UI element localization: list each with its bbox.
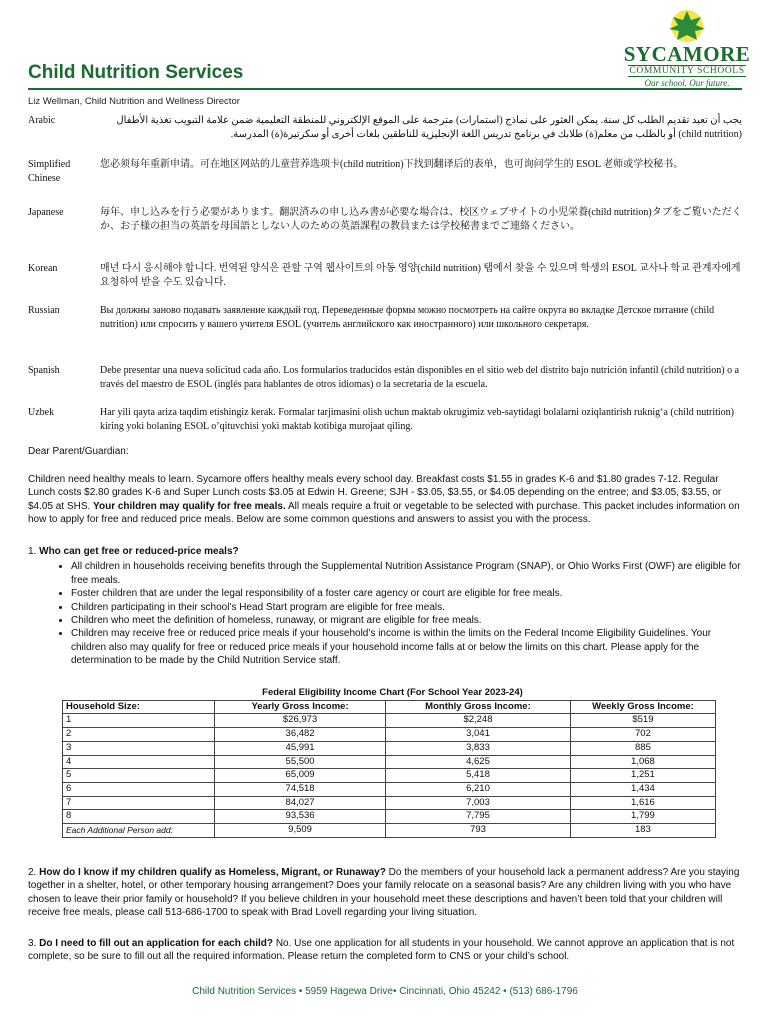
question-heading: How do I know if my children qualify as Homeless, Migrant, or Runaway?	[39, 867, 386, 878]
logo-subtitle: COMMUNITY SCHOOLS	[629, 66, 745, 76]
table-corner	[63, 687, 215, 700]
income-cell: 1,068	[570, 755, 715, 769]
column-header: Yearly Gross Income:	[215, 700, 386, 714]
income-cell: 1,251	[570, 769, 715, 783]
household-size-cell: 7	[63, 796, 215, 810]
table-row	[63, 796, 716, 810]
intro-text: Children need healthy meals to learn. Sycamore offers healthy meals every school day. Breakfast costs $1.55 in grades K-6 and $1.80 grades 7-12. Regular Lunch costs $2.80 grades K-6 and Super Lunch costs $3.05 at Edwin H. Greene; SJH - $3.05, $3.55, or $4.05 depending on the entree; and $3.05, $3.55, or $4.05 at SHS.	[28, 474, 722, 512]
eligibility-list	[28, 560, 742, 667]
language-name: Simplified Chinese	[28, 159, 71, 184]
table-body	[63, 714, 716, 837]
language-row-chinese	[28, 158, 742, 206]
household-size-cell: 4	[63, 755, 215, 769]
household-size-cell: 6	[63, 782, 215, 796]
question-answer: Do the members of your household lack a permanent address? Are you staying together in a shelter, hotel, or other temporary housing arrangement? Does your family relocate on a seasonal basis? Are any children living with you who have chosen to leave their prior family or household? If you believe children in your household meet these descriptions and haven’t been told that your children will receive free meals, please call 513-686-1700 to speak with Brad Lovell regarding your living situation.	[28, 867, 740, 919]
question-answer: No. Use one application for all students in your household. We cannot approve an application that is not complete, so be sure to fill out all the required information. Please return the completed form to CNS or your child’s school.	[28, 938, 735, 963]
intro-end-text: All meals require a fruit or vegetable to be selected with purchase. This packet includes information on how to apply for free and reduced price meals. Below are some common questions and answers to assist you with the process.	[28, 500, 740, 526]
question-heading: Who can get free or reduced-price meals?	[39, 546, 239, 557]
question-number: 3.	[28, 938, 37, 949]
income-cell: 65,009	[215, 769, 386, 783]
list-item: • All children in households receiving benefits through the Supplemental Nutrition Assistance Program (SNAP), or Ohio Works First (OWF) are eligible for free meals.	[71, 560, 742, 587]
table-header-row	[63, 700, 716, 714]
language-row-arabic	[28, 114, 742, 158]
table-row	[63, 824, 716, 838]
income-cell: 93,536	[215, 810, 386, 824]
income-cell: 793	[386, 824, 571, 838]
logo-tagline: Our school. Our future.	[644, 78, 730, 88]
language-name: Russian	[28, 305, 60, 316]
income-eligibility-table	[62, 687, 716, 838]
list-item: • Foster children that are under the legal responsibility of a foster care agency or court are eligible for free meals.	[71, 587, 742, 600]
language-text: Debe presentar una nueva solicitud cada año. Los formularios traducidos están disponibles en el sitio web del distrito bajo nutrición infantil (child nutrition) o a través del maestro de ESOL (inglés para hablantes de otros idiomas) o la secretaria de la escuela.	[100, 365, 740, 390]
list-item: • Children participating in their school’s Head Start program are eligible for free meals.	[71, 601, 742, 614]
page-title: Child Nutrition Services	[28, 62, 244, 83]
director-line: Liz Wellman, Child Nutrition and Wellness Director	[28, 96, 240, 107]
language-name: Arabic	[28, 115, 56, 126]
income-cell: 3,833	[386, 741, 571, 755]
income-cell: 4,625	[386, 755, 571, 769]
household-size-cell: Each Additional Person add:	[63, 824, 215, 838]
language-name: Uzbek	[28, 407, 55, 418]
question-heading: Do I need to fill out an application for each child?	[39, 938, 274, 949]
title-divider	[28, 88, 742, 90]
income-cell: 9,509	[215, 824, 386, 838]
income-cell: 5,418	[386, 769, 571, 783]
income-cell: $2,248	[386, 714, 571, 728]
sycamore-logo	[622, 8, 752, 88]
language-row-spanish	[28, 364, 742, 406]
question-3	[28, 937, 742, 964]
language-text: 您必须每年重新申请。可在地区网站的儿童营养选项卡(child nutrition)下找到翻译后的表单，也可询问学生的 ESOL 老师或学校秘书。	[100, 159, 684, 170]
income-cell: 1,799	[570, 810, 715, 824]
income-cell: 36,482	[215, 728, 386, 742]
income-cell: $519	[570, 714, 715, 728]
column-header: Monthly Gross Income:	[386, 700, 571, 714]
household-size-cell: 3	[63, 741, 215, 755]
table-corner	[570, 687, 715, 700]
column-header: Weekly Gross Income:	[570, 700, 715, 714]
table-row	[63, 782, 716, 796]
income-cell: 3,041	[386, 728, 571, 742]
income-cell: $26,973	[215, 714, 386, 728]
table-row	[63, 714, 716, 728]
language-row-uzbek	[28, 406, 742, 436]
table-row	[63, 755, 716, 769]
income-cell: 1,434	[570, 782, 715, 796]
language-row-japanese	[28, 206, 742, 262]
language-text: Вы должны заново подавать заявление каждый год. Переведенные формы можно посмотреть на сайте округа во вкладке Детское питание (child nutrition) или спросить у вашего учителя ESOL (учитель английского как иностранного) или школьного секретаря.	[100, 305, 715, 330]
income-cell: 7,795	[386, 810, 571, 824]
household-size-cell: 5	[63, 769, 215, 783]
table-row	[63, 741, 716, 755]
question-1	[28, 545, 742, 668]
language-notices	[28, 114, 742, 436]
table-row	[63, 728, 716, 742]
language-text: 毎年、申し込みを行う必要があります。翻訳済みの申し込み書が必要な場合は、校区ウェブサイトの小児栄養(child nutrition)タブをご覧いただくか、お子様の担当の英語を母国語としない人のための英語課程の教員または学校秘書までご連絡ください。	[100, 207, 742, 232]
income-cell: 702	[570, 728, 715, 742]
language-text: Har yili qayta ariza taqdim etishingiz kerak. Formalar tarjimasini olish uchun maktab okrugimiz veb-saytidagi bolalarni oziqlantirish ruknig‘a (child nutrition) kiring yoki bolaning ESOL o’qituvchisi yoki maktab kotibiga murojaat qiling.	[100, 407, 734, 432]
intro-bold-text: Your children may qualify for free meals.	[93, 500, 286, 512]
question-number: 1.	[28, 546, 37, 557]
intro-paragraph	[28, 473, 742, 527]
household-size-cell: 1	[63, 714, 215, 728]
question-number: 2.	[28, 867, 37, 878]
language-name: Korean	[28, 263, 58, 274]
income-cell: 74,518	[215, 782, 386, 796]
income-cell: 6,210	[386, 782, 571, 796]
table-row	[63, 769, 716, 783]
language-text: يجب أن تعيد تقديم الطلب كل سنة. يمكن العثور على نماذج (استمارات) مترجمة على الموقع الإلكتروني للمنطقة التعليمية ضمن علامة التبويب تغذية الأطفال (child nutrition) أو بالطلب من معلم(ة) طلابك في برنامج تدريس اللغة الإنجليزية للناطقين بلغات أخرى أو سكرتيرة(ة) المدرسة.	[116, 115, 742, 140]
income-cell: 1,616	[570, 796, 715, 810]
income-cell: 7,003	[386, 796, 571, 810]
greeting: Dear Parent/Guardian:	[28, 446, 129, 457]
income-cell: 55,500	[215, 755, 386, 769]
household-size-cell: 2	[63, 728, 215, 742]
income-cell: 885	[570, 741, 715, 755]
logo-name: SYCAMORE	[623, 42, 751, 66]
income-cell: 45,991	[215, 741, 386, 755]
language-row-russian	[28, 304, 742, 364]
income-cell: 84,027	[215, 796, 386, 810]
column-header: Household Size:	[63, 700, 215, 714]
language-name: Japanese	[28, 207, 64, 218]
list-item: • Children may receive free or reduced price meals if your household’s income is within the limits on the Federal Income Eligibility Guidelines. Your children also may qualify for free or reduced price meals if your household income falls at or below the limits on this chart. Please apply for the determination to be made by the Child Nutrition Service staff.	[71, 627, 742, 667]
list-item: • Children who meet the definition of homeless, runaway, or migrant are eligible for free meals.	[71, 614, 742, 627]
question-2	[28, 866, 742, 920]
language-text: 매년 다시 응시해야 합니다. 번역된 양식은 관할 구역 웹사이트의 아동 영양(child nutrition) 탭에서 찾을 수 있으며 학생의 ESOL 교사나 학교 관계자에게 요청하여 받을 수도 있습니다.	[100, 263, 741, 288]
household-size-cell: 8	[63, 810, 215, 824]
sycamore-leaf-icon	[657, 8, 717, 44]
language-row-korean	[28, 262, 742, 304]
table-title-row	[63, 687, 716, 700]
footer-contact: Child Nutrition Services • 5959 Hagewa Drive• Cincinnati, Ohio 45242 • (513) 686-1796	[192, 986, 578, 997]
table-row	[63, 810, 716, 824]
language-name: Spanish	[28, 365, 60, 376]
income-cell: 183	[570, 824, 715, 838]
table-title: Federal Eligibility Income Chart (For School Year 2023-24)	[262, 687, 523, 698]
